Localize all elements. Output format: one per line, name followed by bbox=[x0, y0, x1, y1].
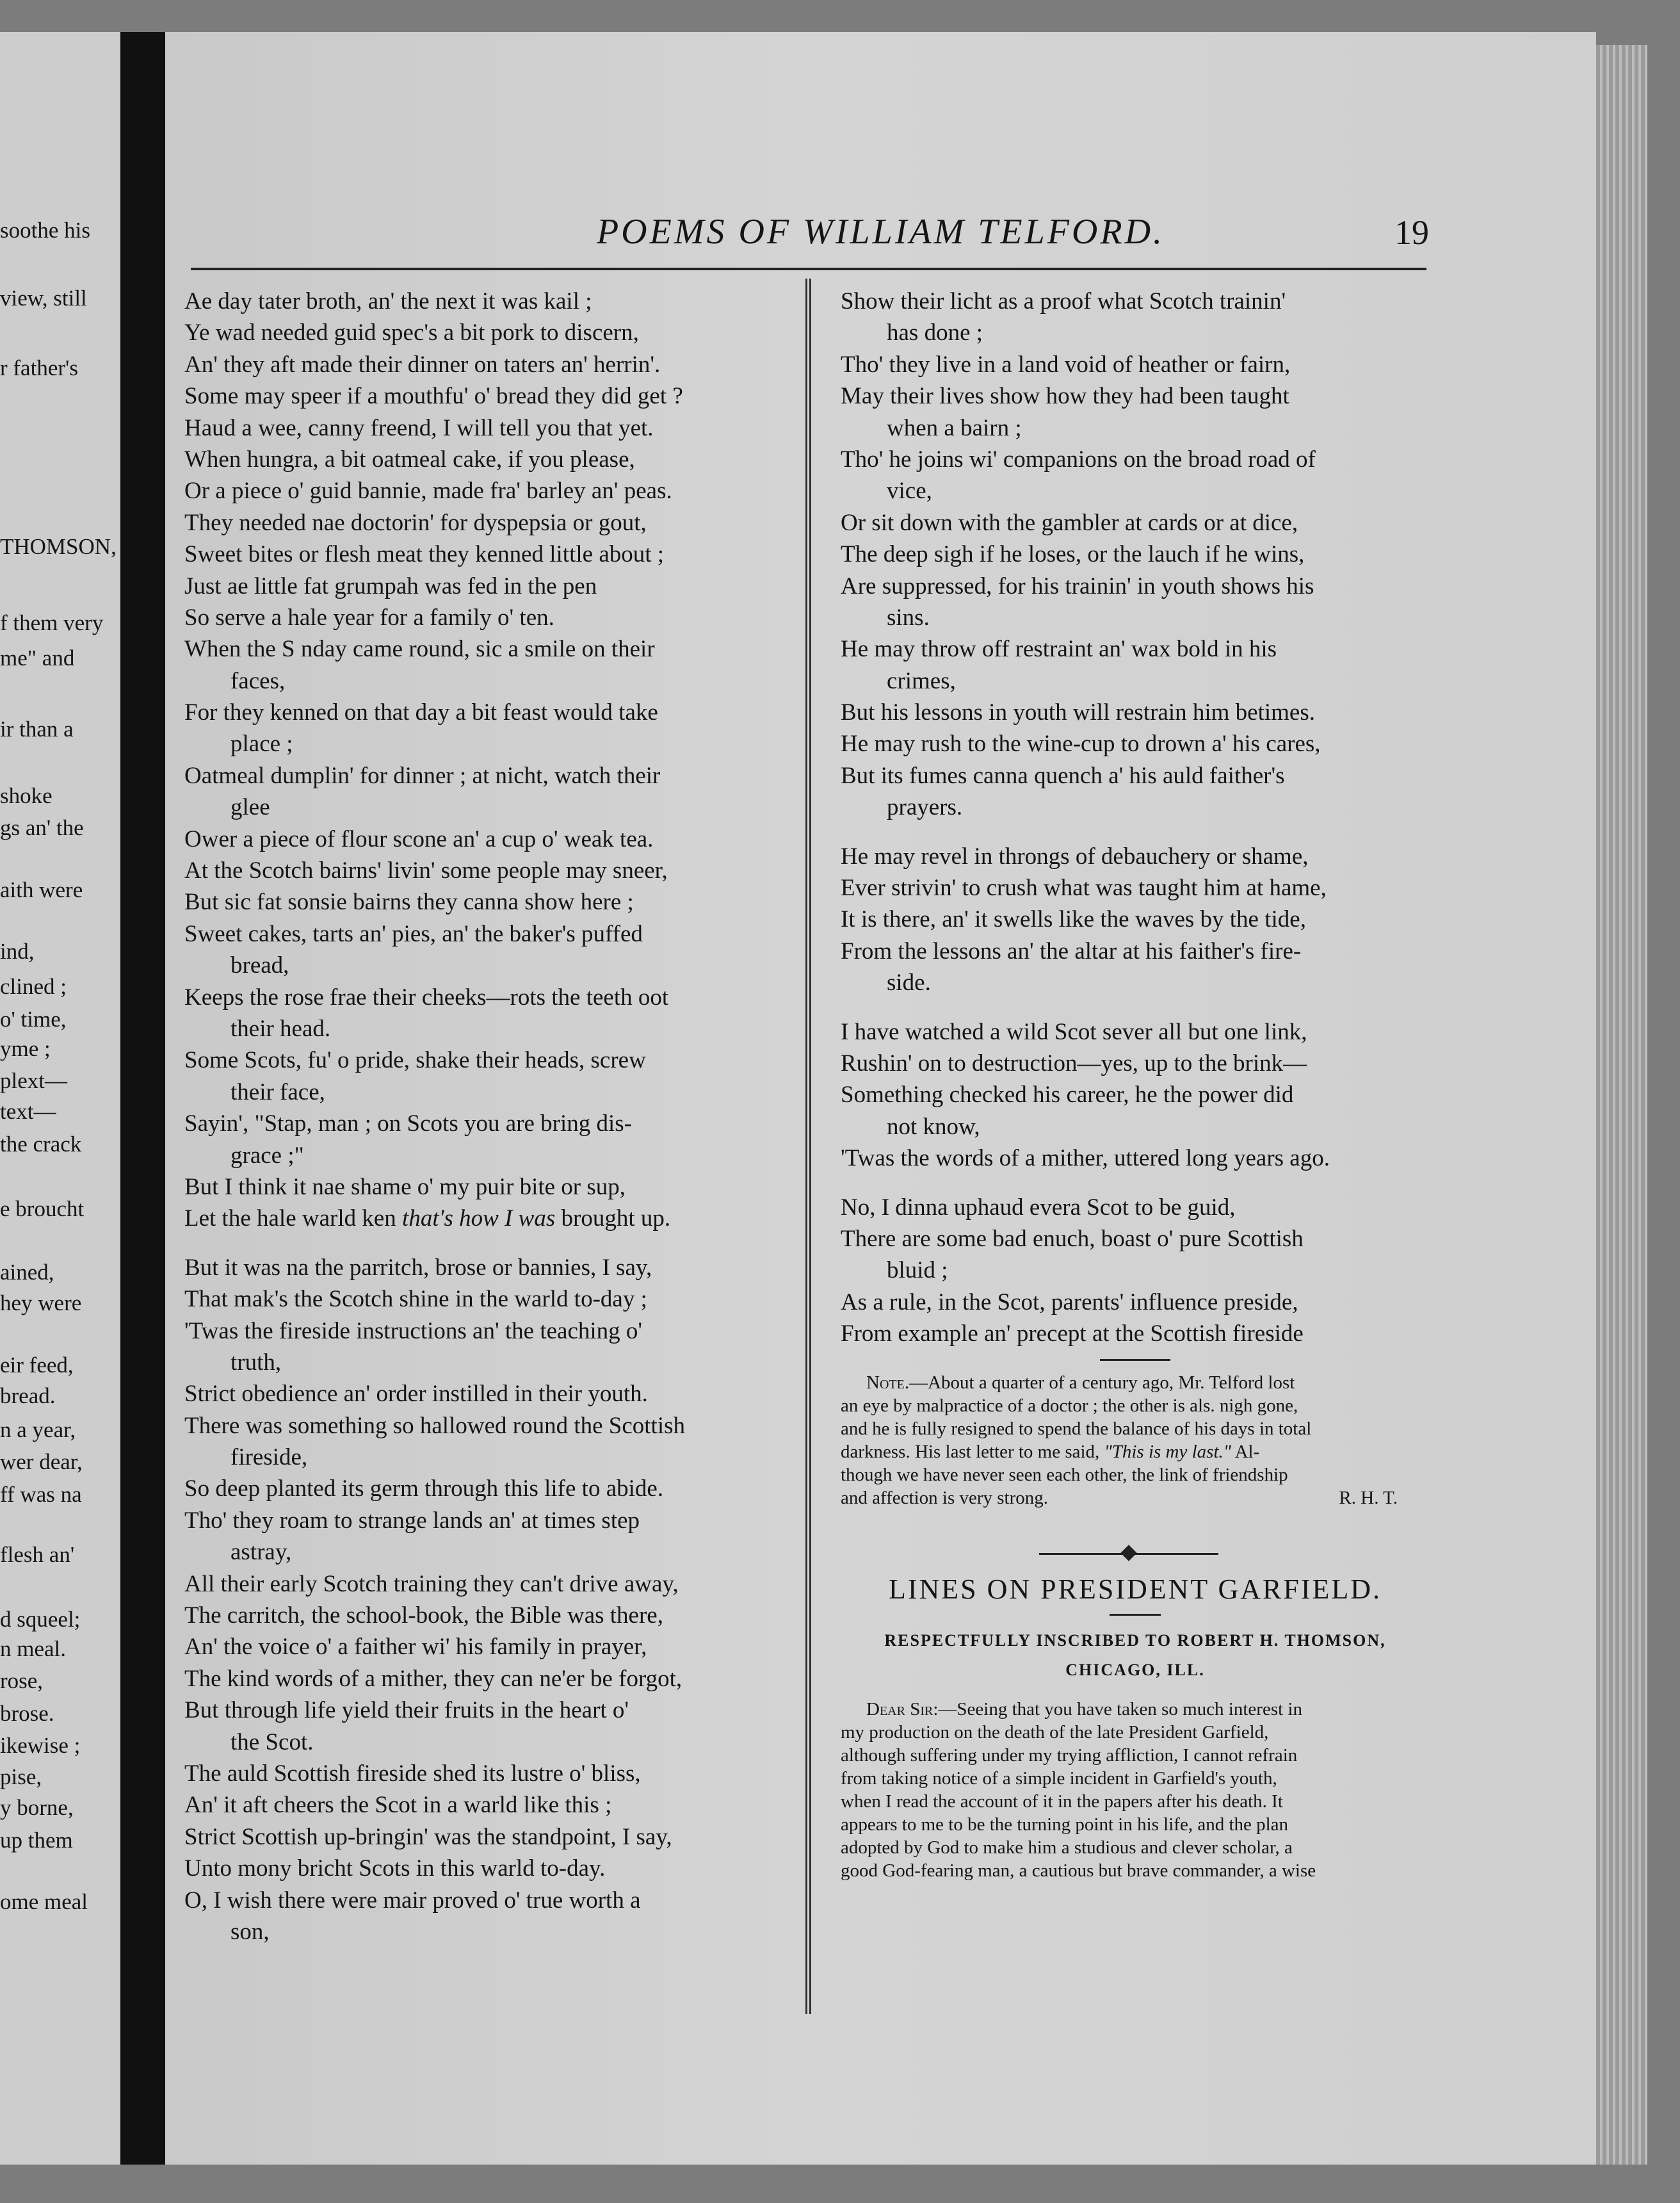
poem-line: truth, bbox=[230, 1349, 282, 1376]
facing-page-text: yme ; bbox=[0, 1036, 51, 1061]
poem-line: 'Twas the fireside instructions an' the teaching o' bbox=[184, 1317, 643, 1344]
poem-line: When the S nday came round, sic a smile on their bbox=[184, 636, 655, 663]
facing-page-text: rose, bbox=[0, 1668, 44, 1694]
facing-page-text: e broucht bbox=[0, 1196, 85, 1221]
facing-page-text: wer dear, bbox=[0, 1449, 83, 1475]
poem-line: Ower a piece of flour scone an' a cup o' weak tea. bbox=[184, 825, 654, 852]
facing-page-text: THOMSON, bbox=[0, 534, 117, 560]
facing-page-text: r father's bbox=[0, 355, 78, 381]
poem-line: There was something so hallowed round the Scottish bbox=[184, 1412, 686, 1439]
poem-line: But it was na the parritch, brose or bannies, I say, bbox=[184, 1254, 652, 1281]
note-line: an eye by malpractice of a doctor ; the other is als. nigh gone, bbox=[841, 1395, 1298, 1416]
poem-line: when a bairn ; bbox=[887, 414, 1022, 441]
poem-line: the Scot. bbox=[230, 1728, 314, 1755]
poem-line: Ever strivin' to crush what was taught him at hame, bbox=[841, 875, 1327, 902]
poem-line: As a rule, in the Scot, parents' influence preside, bbox=[841, 1288, 1298, 1315]
poem-line: The deep sigh if he loses, or the lauch if he wins, bbox=[841, 541, 1305, 568]
poem-line: That mak's the Scotch shine in the warld to-day ; bbox=[184, 1286, 647, 1313]
facing-page-text: gs an' the bbox=[0, 815, 84, 841]
poem-line: astray, bbox=[230, 1539, 292, 1566]
poem-line: Strict Scottish up-bringin' was the standpoint, I say, bbox=[184, 1823, 672, 1850]
poem-text: brought up. bbox=[555, 1205, 671, 1232]
poem-line: An' it aft cheers the Scot in a warld like this ; bbox=[184, 1792, 612, 1819]
facing-page-text: view, still bbox=[0, 285, 87, 311]
poem-line: Ae day tater broth, an' the next it was kail ; bbox=[184, 288, 592, 314]
poem-line: Rushin' on to destruction—yes, up to the brink— bbox=[841, 1050, 1307, 1077]
letter-line: adopted by God to make him a studious and clever scholar, a bbox=[841, 1837, 1293, 1858]
facing-page-text: plext— bbox=[0, 1068, 67, 1094]
footnote bbox=[841, 1371, 1430, 1509]
poem-line: Sweet cakes, tarts an' pies, an' the baker's puffed bbox=[184, 920, 643, 947]
facing-page-text: eir feed, bbox=[0, 1352, 74, 1378]
facing-page-text: clined ; bbox=[0, 974, 67, 1000]
poem-line: son, bbox=[230, 1918, 270, 1945]
facing-page-text: f them very bbox=[0, 610, 104, 635]
running-head: POEMS OF WILLIAM TELFORD. bbox=[596, 212, 1165, 252]
facing-page-text: y borne, bbox=[0, 1795, 74, 1820]
column-divider bbox=[805, 279, 811, 2014]
poem-line: From example an' precept at the Scottish fireside bbox=[841, 1321, 1304, 1347]
poem-line: Haud a wee, canny freend, I will tell you that yet. bbox=[184, 414, 654, 441]
poem-line: bread, bbox=[230, 952, 289, 979]
note-line bbox=[841, 1371, 1430, 1394]
poem-line: vice, bbox=[887, 478, 932, 505]
poem-line: bluid ; bbox=[887, 1257, 948, 1284]
letter-salutation: Dear Sir bbox=[866, 1698, 933, 1719]
poem-line: But its fumes canna quench a' his auld faither's bbox=[841, 762, 1285, 789]
poem-text: Let the hale warld ken bbox=[184, 1205, 396, 1232]
poem-line: prayers. bbox=[887, 794, 963, 821]
poem-line: Or a piece o' guid bannie, made fra' barley an' peas. bbox=[184, 478, 672, 505]
facing-page-text: ikewise ; bbox=[0, 1733, 81, 1759]
poem-line: O, I wish there were mair proved o' true worth a bbox=[184, 1887, 641, 1914]
poem-line: grace ;" bbox=[230, 1142, 304, 1169]
note-separator-rule bbox=[1100, 1359, 1170, 1361]
poem-line: Keeps the rose frae their cheeks—rots the teeth oot bbox=[184, 984, 669, 1011]
facing-page-fragment bbox=[0, 32, 125, 2165]
poem-line: crimes, bbox=[887, 667, 956, 694]
facing-page-text: n meal. bbox=[0, 1636, 67, 1661]
letter-text: :—Seeing that you have taken so much interest in bbox=[933, 1698, 1302, 1719]
poem-line: The auld Scottish fireside shed its lustre o' bliss, bbox=[184, 1760, 641, 1787]
poem-lines-right bbox=[841, 286, 1430, 1350]
facing-page-text: me" and bbox=[0, 645, 75, 671]
poem-line: The carritch, the school-book, the Bible was there, bbox=[184, 1602, 663, 1629]
letter-line bbox=[841, 1698, 1430, 1721]
poem-line: When hungra, a bit oatmeal cake, if you please, bbox=[184, 446, 635, 473]
poem-line: At the Scotch bairns' livin' some people may sneer, bbox=[184, 858, 668, 884]
poem-line: Just ae little fat grumpah was fed in the pen bbox=[184, 573, 597, 599]
note-text: —About a quarter of a century ago, Mr. Telford lost bbox=[909, 1372, 1295, 1393]
letter-line: from taking notice of a simple incident in Garfield's youth, bbox=[841, 1768, 1277, 1789]
note-label: Note. bbox=[866, 1372, 910, 1393]
letter-body bbox=[841, 1698, 1430, 1882]
facing-page-text: ir than a bbox=[0, 717, 74, 742]
letter-line: good God-fearing man, a cautious but brave commander, a wise bbox=[841, 1860, 1316, 1881]
poem-line: There are some bad enuch, boast o' pure Scottish bbox=[841, 1225, 1304, 1252]
facing-page-text: bread. bbox=[0, 1383, 56, 1408]
poem-line: Show their licht as a proof what Scotch trainin' bbox=[841, 288, 1286, 314]
note-line: though we have never seen each other, the link of friendship bbox=[841, 1464, 1288, 1485]
facing-page-text: ff was na bbox=[0, 1481, 82, 1507]
poem-line: From the lessons an' the altar at his faither's fire- bbox=[841, 938, 1302, 964]
poem-line: So deep planted its germ through this life to abide. bbox=[184, 1475, 664, 1502]
stanza-gap bbox=[841, 999, 1430, 1016]
facing-page-text: n a year, bbox=[0, 1417, 76, 1442]
facing-page-text: aith were bbox=[0, 877, 83, 902]
stanza-gap bbox=[184, 1235, 783, 1252]
section-title: LINES ON PRESIDENT GARFIELD. bbox=[888, 1573, 1382, 1605]
facing-page-text: soothe his bbox=[0, 218, 90, 243]
header-rule bbox=[191, 268, 1426, 270]
facing-page-text: ained, bbox=[0, 1259, 54, 1285]
facing-page-text: ome meal bbox=[0, 1889, 88, 1915]
page-number: 19 bbox=[1394, 213, 1429, 252]
poem-column-right bbox=[841, 286, 1430, 1882]
poem-line: fireside, bbox=[230, 1444, 308, 1471]
poem-line: place ; bbox=[230, 731, 293, 758]
poem-line: Ye wad needed guid spec's a bit pork to discern, bbox=[184, 320, 639, 346]
facing-page-text: brose. bbox=[0, 1700, 54, 1726]
note-line: and he is fully resigned to spend the balance of his days in total bbox=[841, 1418, 1312, 1439]
note-text: Al- bbox=[1231, 1441, 1260, 1462]
ornament-bar-left bbox=[1039, 1553, 1126, 1555]
poem-line: sins. bbox=[887, 604, 930, 631]
poem-line: May their lives show how they had been taught bbox=[841, 383, 1289, 410]
poem-line: Tho' they live in a land void of heather or fairn, bbox=[841, 351, 1291, 378]
poem-line bbox=[184, 1203, 783, 1234]
letter-line: appears to me to be the turning point in his life, and the plan bbox=[841, 1814, 1289, 1835]
book-page bbox=[165, 32, 1596, 2165]
page-edges bbox=[1596, 45, 1647, 2165]
poem-line: Tho' he joins wi' companions on the broad road of bbox=[841, 446, 1316, 473]
poem-line: An' the voice o' a faither wi' his family in prayer, bbox=[184, 1634, 647, 1661]
facing-page-text: up them bbox=[0, 1827, 73, 1853]
book-gutter bbox=[120, 32, 165, 2165]
title-rule bbox=[1110, 1614, 1161, 1616]
note-quote: "This is my last." bbox=[1104, 1441, 1231, 1462]
facing-page-text: pise, bbox=[0, 1764, 42, 1789]
letter-line: my production on the death of the late President Garfield, bbox=[841, 1721, 1269, 1743]
poem-line: not know, bbox=[887, 1113, 980, 1140]
poem-line: Tho' they roam to strange lands an' at times step bbox=[184, 1507, 640, 1534]
poem-line: So serve a hale year for a family o' ten. bbox=[184, 604, 554, 631]
facing-page-text: d squeel; bbox=[0, 1606, 81, 1632]
poem-line: Unto mony bricht Scots in this warld to-day. bbox=[184, 1855, 606, 1882]
stanza-gap bbox=[841, 1175, 1430, 1192]
letter-line: although suffering under my trying affliction, I cannot refrain bbox=[841, 1744, 1298, 1766]
poem-line: Or sit down with the gambler at cards or at dice, bbox=[841, 509, 1298, 536]
facing-page-text: o' time, bbox=[0, 1006, 67, 1032]
poem-line: For they kenned on that day a bit feast would take bbox=[184, 699, 658, 726]
poem-line: An' they aft made their dinner on taters an' herrin'. bbox=[184, 351, 661, 378]
stanza-gap bbox=[841, 824, 1430, 841]
note-signature: R. H. T. bbox=[1339, 1487, 1398, 1508]
poem-emphasis: that's how I was bbox=[402, 1205, 556, 1232]
poem-line: He may revel in throngs of debauchery or shame, bbox=[841, 843, 1309, 870]
ornament-bar-right bbox=[1132, 1553, 1218, 1555]
poem-line: I have watched a wild Scot sever all but one link, bbox=[841, 1018, 1307, 1045]
letter-line: when I read the account of it in the papers after his death. It bbox=[841, 1791, 1283, 1812]
note-text: darkness. His last letter to me said, bbox=[841, 1441, 1104, 1462]
poem-line: Some Scots, fu' o pride, shake their heads, screw bbox=[184, 1047, 646, 1074]
facing-page-text: the crack bbox=[0, 1131, 82, 1157]
facing-page-text: hey were bbox=[0, 1290, 82, 1315]
facing-page-text: shoke bbox=[0, 783, 52, 808]
poem-line: He may rush to the wine-cup to drown a' his cares, bbox=[841, 731, 1321, 758]
poem-line: They needed nae doctorin' for dyspepsia or gout, bbox=[184, 509, 647, 536]
note-line bbox=[841, 1486, 1430, 1509]
poem-line: Something checked his career, he the power did bbox=[841, 1082, 1294, 1109]
poem-line: All their early Scotch training they can't drive away, bbox=[184, 1570, 679, 1597]
poem-line: has done ; bbox=[887, 320, 983, 346]
poem-line: But through life yield their fruits in the heart o' bbox=[184, 1697, 629, 1724]
poem-line: their face, bbox=[230, 1078, 325, 1105]
section-ornament bbox=[841, 1538, 1430, 1570]
poem-line: 'Twas the words of a mither, uttered long years ago. bbox=[841, 1145, 1330, 1172]
poem-line: Some may speer if a mouthfu' o' bread they did get ? bbox=[184, 383, 683, 410]
facing-page-text: flesh an' bbox=[0, 1541, 75, 1567]
poem-line: Are suppressed, for his trainin' in youth shows his bbox=[841, 573, 1314, 599]
poem-line: But sic fat sonsie bairns they canna show here ; bbox=[184, 889, 634, 916]
poem-line: glee bbox=[230, 794, 270, 821]
poem-line: But I think it nae shame o' my puir bite or sup, bbox=[184, 1173, 626, 1200]
poem-line: The kind words of a mither, they can ne'er be forgot, bbox=[184, 1665, 682, 1692]
poem-line: It is there, an' it swells like the waves by the tide, bbox=[841, 906, 1306, 933]
note-text: and affection is very strong. bbox=[841, 1487, 1049, 1508]
poem-line: faces, bbox=[230, 667, 286, 694]
poem-line: Oatmeal dumplin' for dinner ; at nicht, watch their bbox=[184, 762, 661, 789]
dedication-line: RESPECTFULLY INSCRIBED TO ROBERT H. THOMSON, bbox=[884, 1630, 1386, 1650]
facing-page-text: ind, bbox=[0, 939, 35, 964]
note-line bbox=[841, 1440, 1430, 1463]
poem-line: He may throw off restraint an' wax bold in his bbox=[841, 636, 1277, 663]
dedication-line: CHICAGO, ILL. bbox=[1065, 1660, 1205, 1679]
poem-line: their head. bbox=[230, 1015, 331, 1042]
poem-line: No, I dinna uphaud evera Scot to be guid, bbox=[841, 1194, 1236, 1221]
poem-line: side. bbox=[887, 970, 931, 996]
poem-column-left bbox=[184, 286, 783, 1947]
facing-page-text: text— bbox=[0, 1099, 56, 1125]
poem-line: But his lessons in youth will restrain him betimes. bbox=[841, 699, 1315, 726]
poem-line: Sayin', "Stap, man ; on Scots you are bring dis- bbox=[184, 1110, 633, 1137]
poem-line: Strict obedience an' order instilled in their youth. bbox=[184, 1381, 648, 1408]
poem-line: Sweet bites or flesh meat they kenned little about ; bbox=[184, 541, 665, 568]
